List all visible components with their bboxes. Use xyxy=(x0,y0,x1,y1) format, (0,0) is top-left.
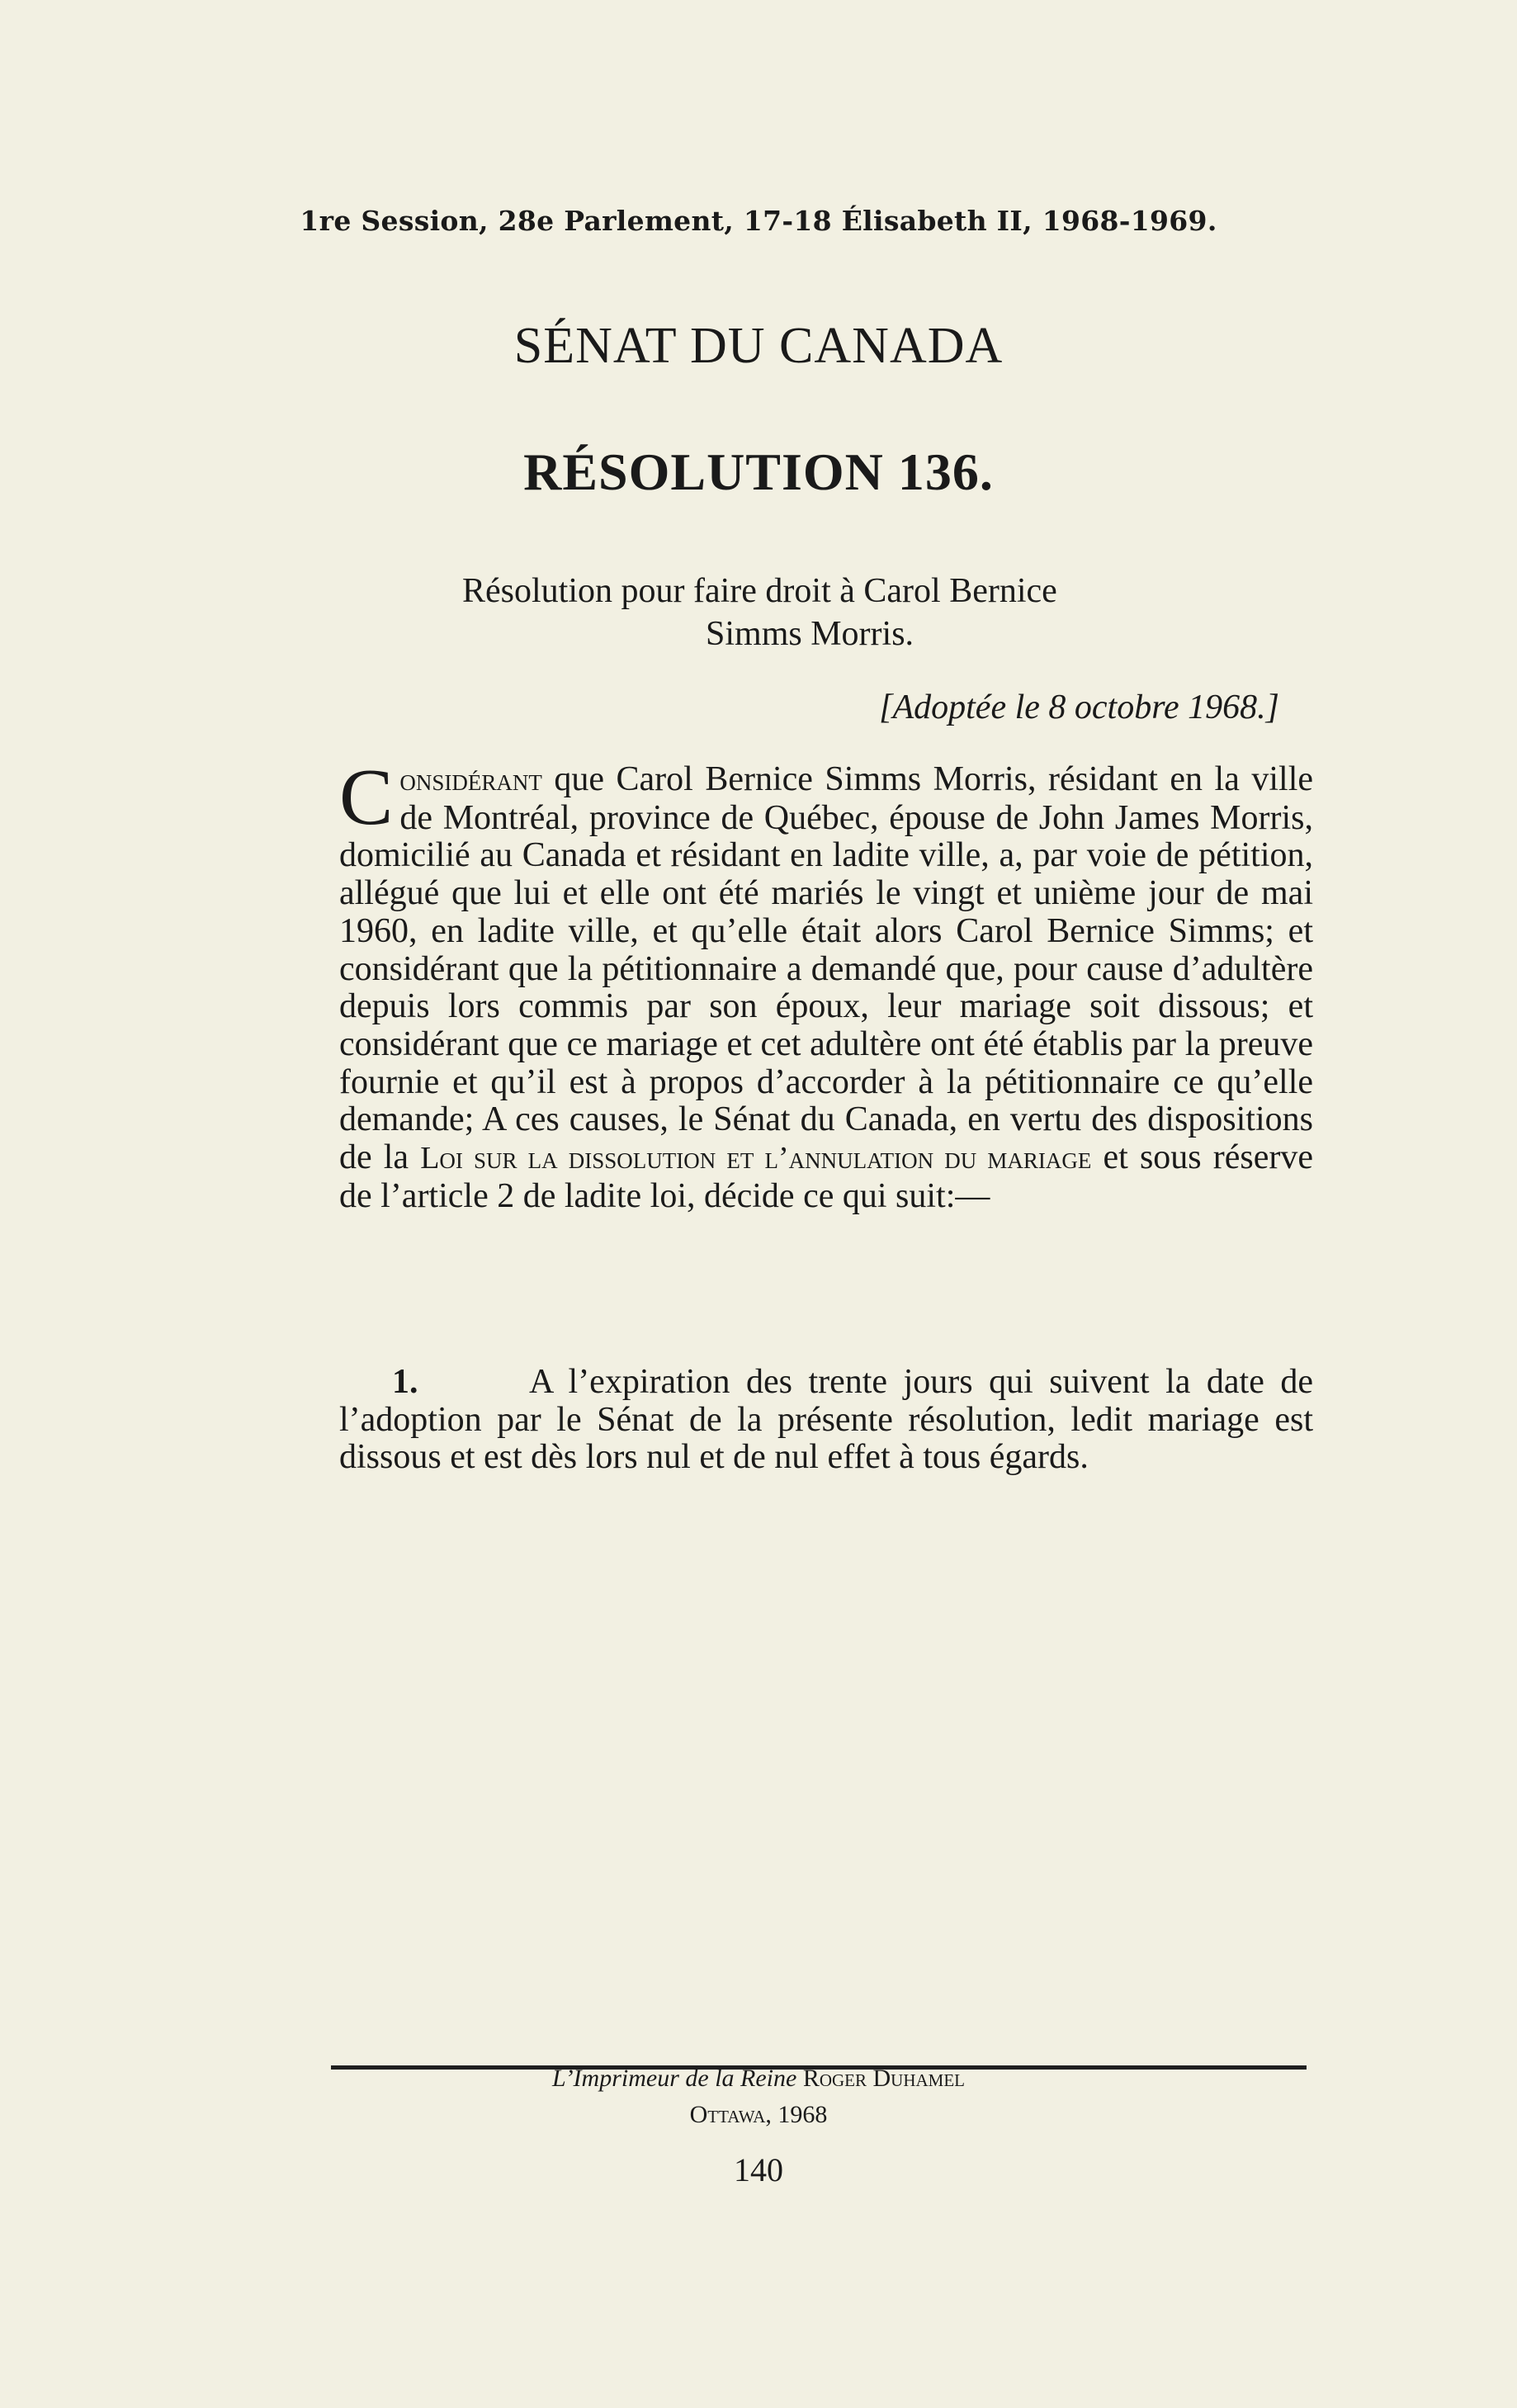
article-1 xyxy=(339,1364,1313,1477)
place-year: Ottawa, 1968 xyxy=(689,2101,828,2128)
adoption-date: [Adoptée le 8 octobre 1968.] xyxy=(879,688,1279,726)
chamber-heading: SÉNAT DU CANADA xyxy=(513,318,1004,374)
printer-title: L’Imprimeur de la Reine xyxy=(552,2065,797,2092)
printer-name: Roger Duhamel xyxy=(802,2065,965,2092)
opening-word: onsidérant xyxy=(399,763,542,797)
resolution-title: RÉSOLUTION 136. xyxy=(523,442,994,501)
preamble-text-1: que Carol Bernice Simms Morris, résidant en la ville de Montréal, province de Québec, épouse de John James Morris, domicilié au Canada et résidant en ladite ville, a, par voie de pétition, allégué que lui et elle ont été mariés le vingt et unième jour de mai 1960, en ladite ville, et qu’elle était alors Carol Bernice Simms; et considérant que la pétitionnaire a demandé que, pour cause d’adultère depuis lors commis par son époux, leur mariage soit dissous; et considérant que ce mariage et cet adultère ont été établis par la preuve fournie et qu’il est à propos d’accorder à la pétitionnaire ce qu’elle demande; A ces causes, le Sénat du Canada, en vertu des dispositions de la xyxy=(339,760,1313,1177)
preamble-paragraph xyxy=(339,753,1314,1215)
law-name: Loi sur la dissolution et l’annulation du mariage xyxy=(420,1141,1092,1176)
article-text: A l’expiration des trente jours qui suivent la date de l’adoption par le Sénat de la présente résolution, ledit mariage est dissous et est dès lors nul et de nul effet à tous égards. xyxy=(339,1363,1313,1477)
dropcap-letter: C xyxy=(339,753,394,842)
printer-line xyxy=(0,2060,1517,2097)
page-number: 140 xyxy=(734,2151,783,2188)
resolution-subtitle xyxy=(462,570,1205,655)
preamble-text-2: et sous réserve de l’article 2 de ladite loi, décide ce qui suit:— xyxy=(339,1138,1314,1215)
subtitle-line-1: Résolution pour faire droit à Carol Bernice xyxy=(462,572,1057,610)
subtitle-line-2: Simms Morris. xyxy=(706,615,914,653)
session-line: 1re Session, 28e Parlement, 17-18 Élisabeth II, 1968-1969. xyxy=(300,205,1217,237)
article-number: 1. xyxy=(392,1363,418,1401)
place-year-line xyxy=(0,2097,1517,2133)
